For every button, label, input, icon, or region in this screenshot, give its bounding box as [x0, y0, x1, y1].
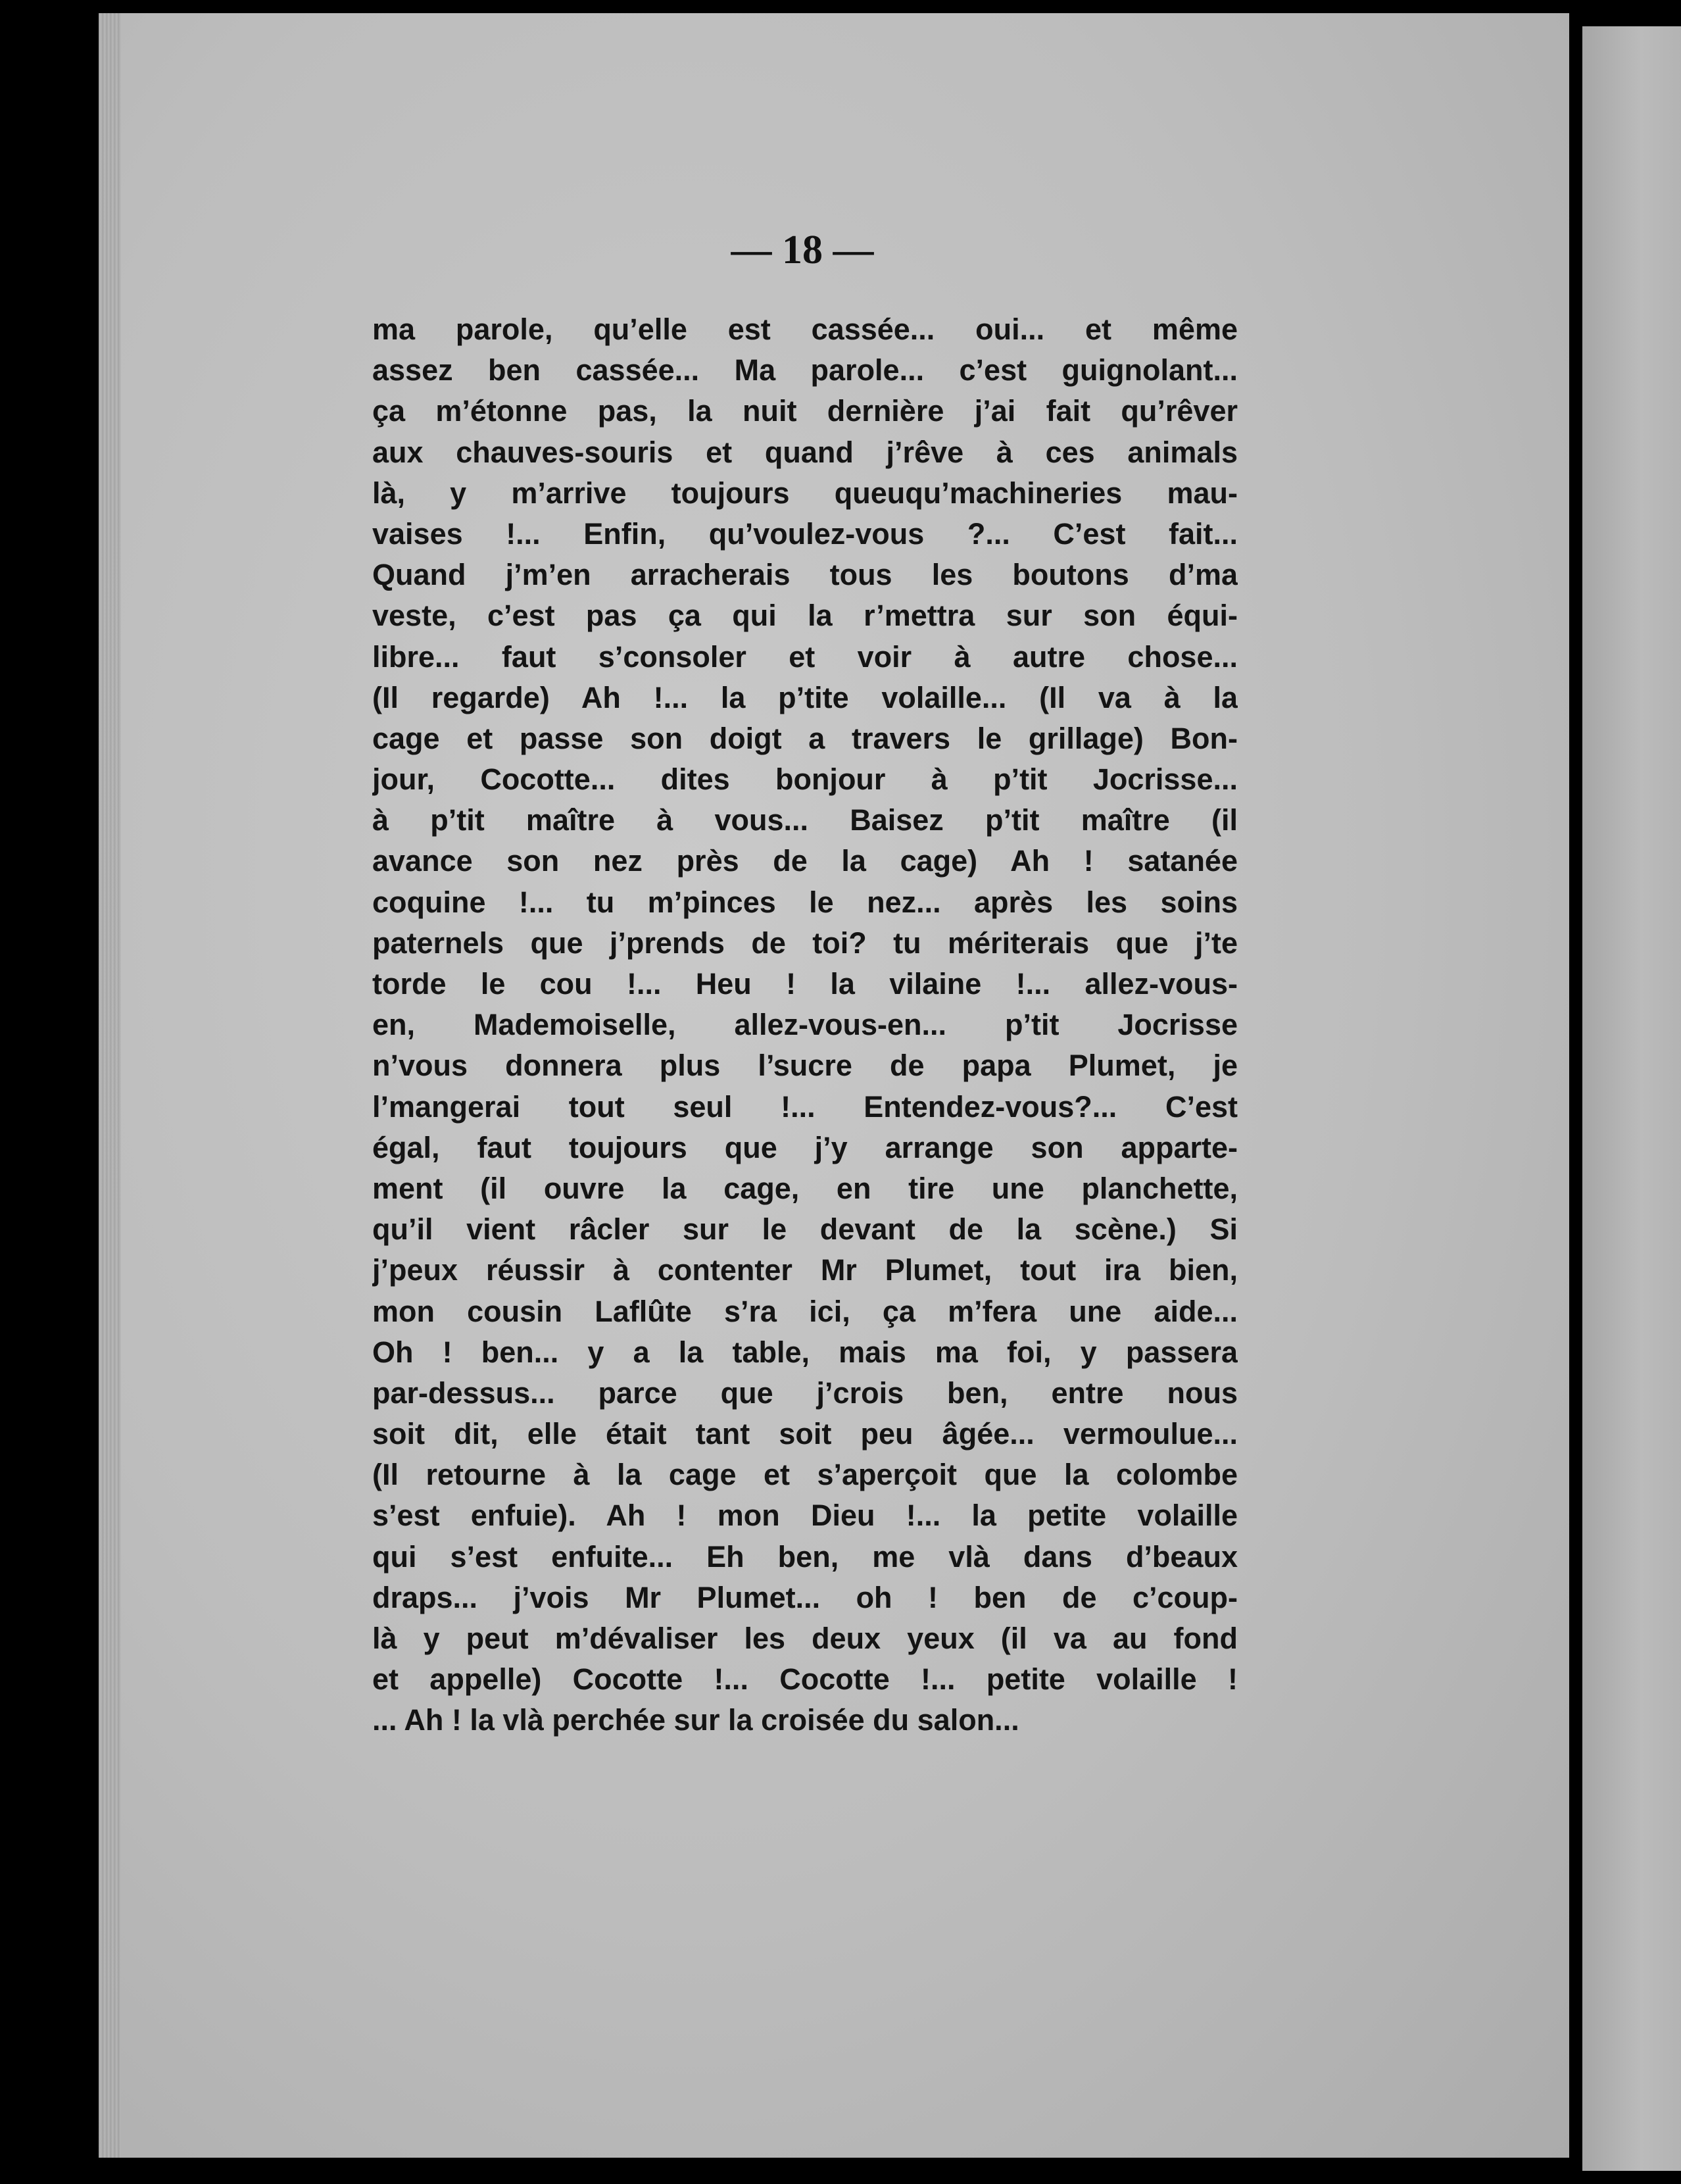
text-line: là, y m’arrive toujours queuqu’machineries mau-	[372, 476, 1238, 510]
text-line: j’peux réussir à contenter Mr Plumet, tout ira bien,	[372, 1253, 1238, 1287]
text-line: draps... j’vois Mr Plumet... oh ! ben de c’coup-	[372, 1580, 1238, 1614]
text-line: soit dit, elle était tant soit peu âgée... vermoulue...	[372, 1417, 1238, 1451]
text-line: qui s’est enfuite... Eh ben, me vlà dans d’beaux	[372, 1539, 1238, 1574]
text-line: veste, c’est pas ça qui la r’mettra sur son équi-	[372, 599, 1238, 633]
text-line: qu’il vient râcler sur le devant de la scène.) Si	[372, 1212, 1238, 1247]
text-line: à p’tit maître à vous... Baisez p’tit maître (il	[372, 803, 1238, 837]
text-line: paternels que j’prends de toi? tu mériterais que j’te	[372, 926, 1238, 960]
text-line: cage et passe son doigt a travers le grillage) Bon-	[372, 721, 1238, 755]
text-line: Oh ! ben... y a la table, mais ma foi, y passera	[372, 1335, 1238, 1369]
text-line: avance son nez près de la cage) Ah ! satanée	[372, 844, 1238, 878]
text-line: ça m’étonne pas, la nuit dernière j’ai fait qu’rêver	[372, 394, 1238, 428]
text-line: en, Mademoiselle, allez-vous-en... p’tit Jocrisse	[372, 1008, 1238, 1042]
text-line: libre... faut s’consoler et voir à autre chose...	[372, 639, 1238, 674]
text-line: égal, faut toujours que j’y arrange son apparte-	[372, 1130, 1238, 1164]
text-line: coquine !... tu m’pinces le nez... après les soins	[372, 885, 1238, 919]
text-line: vaises !... Enfin, qu’voulez-vous ?... C’est fait...	[372, 516, 1238, 551]
text-line: Quand j’m’en arracherais tous les boutons d’ma	[372, 558, 1238, 592]
text-line: jour, Cocotte... dites bonjour à p’tit Jocrisse...	[372, 762, 1238, 797]
facing-page-edge	[1582, 26, 1681, 2171]
text-line: (Il regarde) Ah !... la p’tite volaille... (Il va à la	[372, 680, 1238, 714]
text-line: par-dessus... parce que j’crois ben, entre nous	[372, 1376, 1238, 1410]
text-line: ... Ah ! la vlà perchée sur la croisée du salon...	[372, 1703, 1019, 1737]
text-line: et appelle) Cocotte !... Cocotte !... petite volaille !	[372, 1662, 1238, 1697]
text-line: aux chauves-souris et quand j’rêve à ces animals	[372, 435, 1238, 469]
text-line: n’vous donnera plus l’sucre de papa Plumet, je	[372, 1049, 1238, 1083]
text-line: (Il retourne à la cage et s’aperçoit que la colombe	[372, 1458, 1238, 1492]
text-line: s’est enfuie). Ah ! mon Dieu !... la petite volaille	[372, 1499, 1238, 1533]
text-line: mon cousin Laflûte s’ra ici, ça m’fera une aide...	[372, 1294, 1238, 1328]
page-number: — 18 —	[731, 228, 874, 272]
text-line: ma parole, qu’elle est cassée... oui... et même	[372, 312, 1238, 346]
text-line: assez ben cassée... Ma parole... c’est guignolant...	[372, 353, 1238, 387]
text-line: torde le cou !... Heu ! la vilaine !... allez-vous-	[372, 967, 1238, 1001]
page-stack-edges	[99, 13, 121, 2158]
book-gutter	[1569, 0, 1582, 2184]
text-line: l’mangerai tout seul !... Entendez-vous?... C’est	[372, 1089, 1238, 1124]
text-line: là y peut m’dévaliser les deux yeux (il va au fond	[372, 1622, 1238, 1655]
body-text	[372, 309, 1238, 1741]
text-line: ment (il ouvre la cage, en tire une planchette,	[372, 1171, 1238, 1205]
